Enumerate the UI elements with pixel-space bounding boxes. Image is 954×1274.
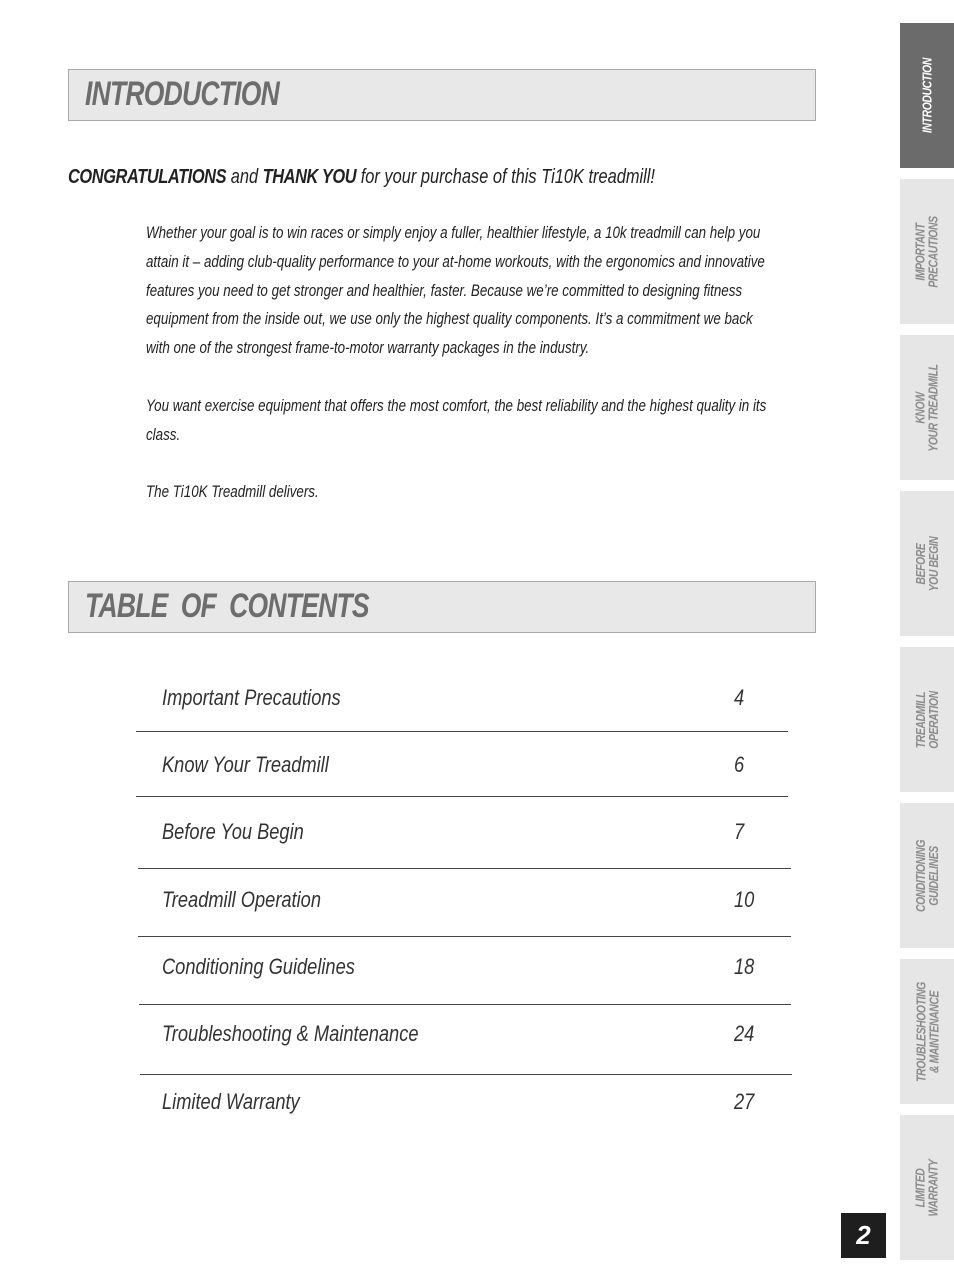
toc-entry-title: Limited Warranty — [162, 1089, 300, 1114]
toc-entry-page: 6 — [734, 752, 745, 777]
paragraph-line: attain it – adding club-quality performance to your at-home workouts, with the ergonomics and innovative — [146, 252, 765, 271]
tab-limited-warranty[interactable] — [900, 1115, 954, 1260]
toc-entry-title: Important Precautions — [162, 685, 341, 710]
tab-label — [914, 830, 940, 920]
tab-label-line: YOUR TREADMILL — [926, 363, 941, 452]
toc-header — [68, 581, 816, 633]
tab-label-line: BEFORE — [913, 543, 928, 584]
intro-paragraph-3 — [146, 478, 818, 507]
toc-entry-page: 7 — [734, 819, 745, 844]
intro-tagline — [68, 166, 655, 189]
tab-label — [914, 1152, 940, 1223]
tab-before-you-begin[interactable] — [900, 491, 954, 636]
tab-label-line: TROUBLESHOOTING — [913, 981, 929, 1082]
tab-label-line: YOU BEGIN — [926, 536, 941, 591]
tab-treadmill-operation[interactable] — [900, 647, 954, 792]
tab-label-line: IMPORTANT — [913, 222, 928, 281]
tab-conditioning-guidelines[interactable] — [900, 803, 954, 948]
tagline-thank-you: THANK YOU — [262, 166, 357, 188]
page-number: 2 — [841, 1213, 886, 1258]
paragraph-line: equipment from the inside out, we use only the highest quality components. It’s a commitment we back — [146, 310, 753, 329]
tab-label-line: & MAINTENANCE — [926, 990, 942, 1073]
tab-label-line: KNOW — [913, 391, 928, 424]
introduction-header — [68, 69, 816, 121]
paragraph-line: The Ti10K Treadmill delivers. — [146, 483, 319, 501]
tagline-congratulations: CONGRATULATIONS — [68, 166, 227, 188]
tab-label-line: GUIDELINES — [926, 845, 941, 906]
toc-divider — [136, 731, 788, 732]
tab-label — [914, 969, 940, 1094]
tab-know-your-treadmill[interactable] — [900, 335, 954, 480]
tab-label-line: PRECAUTIONS — [926, 215, 941, 288]
toc-entry-title: Know Your Treadmill — [162, 752, 329, 777]
tab-label-line: LIMITED — [913, 1168, 929, 1207]
tab-label-line: WARRANTY — [926, 1159, 942, 1216]
tab-label — [921, 49, 934, 143]
toc-divider — [136, 796, 788, 797]
paragraph-line: class. — [146, 425, 181, 444]
toc-entry-page: 24 — [734, 1021, 755, 1046]
toc-entry-title: Before You Begin — [162, 819, 304, 844]
tagline-and: and — [230, 166, 259, 188]
toc-entry-title: Conditioning Guidelines — [162, 954, 355, 979]
toc-entry-page: 4 — [734, 685, 745, 710]
introduction-heading: INTRODUCTION — [85, 75, 279, 113]
tagline-rest: for your purchase of this Ti10K treadmill! — [360, 166, 655, 188]
intro-paragraph-2 — [146, 392, 818, 450]
tab-important-precautions[interactable] — [900, 179, 954, 324]
toc-entry-page: 27 — [734, 1089, 755, 1114]
paragraph-line: You want exercise equipment that offers the most comfort, the best reliability and the highest quality in its — [146, 397, 767, 415]
toc-divider — [140, 1074, 792, 1075]
toc-entry-page: 18 — [734, 954, 755, 979]
paragraph-line: with one of the strongest frame-to-motor warranty packages in the industry. — [146, 339, 590, 358]
toc-divider — [138, 868, 791, 869]
tab-label — [914, 684, 940, 756]
tab-troubleshooting-maintenance[interactable] — [900, 959, 954, 1104]
paragraph-line: Whether your goal is to win races or simply enjoy a fuller, healthier lifestyle, a 10k treadmill can help you — [146, 224, 761, 242]
toc-divider — [138, 936, 791, 937]
tab-label-line: TREADMILL — [913, 691, 929, 748]
tab-introduction[interactable] — [900, 23, 954, 168]
toc-entry-title: Troubleshooting & Maintenance — [162, 1021, 419, 1046]
tab-label — [914, 207, 940, 296]
toc-entry-page: 10 — [734, 887, 755, 912]
tab-label — [914, 529, 940, 597]
tab-label-line: OPERATION — [926, 690, 942, 749]
tab-label-line: CONDITIONING — [913, 839, 928, 912]
paragraph-line: features you need to get stronger and healthier, faster. Because we’re committed to designing fitness — [146, 281, 743, 300]
toc-divider — [139, 1004, 791, 1005]
toc-entry-title: Treadmill Operation — [162, 887, 321, 912]
tab-label-line: INTRODUCTION — [919, 58, 935, 133]
intro-paragraph-1 — [146, 219, 818, 363]
tab-label — [914, 353, 940, 462]
toc-heading: TABLE OF CONTENTS — [85, 587, 369, 625]
